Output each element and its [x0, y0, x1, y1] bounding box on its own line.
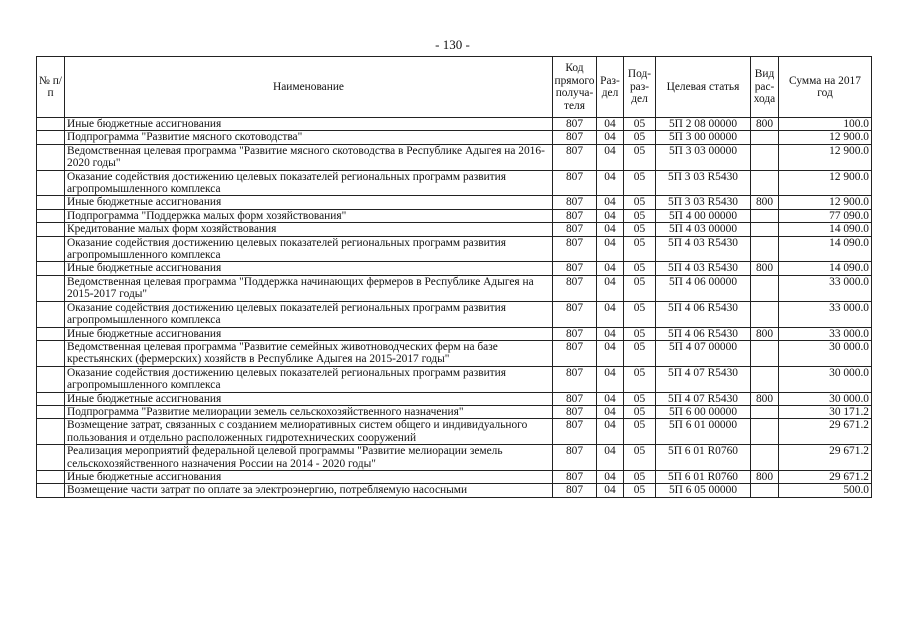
- row-name-cell: Иные бюджетные ассигнования: [65, 327, 553, 340]
- row-code-cell: 807: [553, 275, 597, 301]
- row-amount-cell: 77 090.0: [779, 209, 872, 222]
- row-exp-type-cell: 800: [751, 118, 779, 131]
- row-target-cell: 5П 4 03 00000: [656, 223, 751, 236]
- row-code-cell: 807: [553, 131, 597, 144]
- row-num-cell: [37, 223, 65, 236]
- row-num-cell: [37, 301, 65, 327]
- row-section-cell: 04: [597, 223, 624, 236]
- row-section-cell: 04: [597, 196, 624, 209]
- row-section-cell: 04: [597, 484, 624, 497]
- row-name-cell: Иные бюджетные ассигнования: [65, 118, 553, 131]
- table-row: [37, 340, 872, 366]
- row-target-cell: 5П 4 03 R5430: [656, 236, 751, 262]
- row-amount-cell: 12 900.0: [779, 196, 872, 209]
- row-target-cell: 5П 6 01 R0760: [656, 470, 751, 483]
- row-num-cell: [37, 405, 65, 418]
- row-amount-cell: 14 090.0: [779, 236, 872, 262]
- header-num: № п/п: [37, 57, 65, 118]
- row-amount-cell: 14 090.0: [779, 223, 872, 236]
- row-name-cell: Возмещение затрат, связанных с созданием мелиоративных систем общего и индивидуального пользования и отдельно расположенных гидротехнических сооружений: [65, 419, 553, 445]
- row-section-cell: 04: [597, 327, 624, 340]
- row-code-cell: 807: [553, 144, 597, 170]
- row-exp-type-cell: [751, 419, 779, 445]
- row-subsection-cell: 05: [624, 484, 656, 497]
- row-exp-type-cell: [751, 131, 779, 144]
- row-subsection-cell: 05: [624, 262, 656, 275]
- row-exp-type-cell: [751, 223, 779, 236]
- row-code-cell: 807: [553, 170, 597, 196]
- row-amount-cell: 12 900.0: [779, 144, 872, 170]
- row-section-cell: 04: [597, 392, 624, 405]
- row-code-cell: 807: [553, 340, 597, 366]
- row-amount-cell: 29 671.2: [779, 419, 872, 445]
- row-name-cell: Возмещение части затрат по оплате за электроэнергию, потребляемую насосными: [65, 484, 553, 497]
- row-amount-cell: 12 900.0: [779, 131, 872, 144]
- row-target-cell: 5П 4 07 R5430: [656, 392, 751, 405]
- row-exp-type-cell: [751, 170, 779, 196]
- row-target-cell: 5П 4 06 R5430: [656, 327, 751, 340]
- row-target-cell: 5П 6 00 00000: [656, 405, 751, 418]
- table-row: [37, 470, 872, 483]
- row-target-cell: 5П 6 01 R0760: [656, 445, 751, 471]
- header-exp-type: Вид рас-хода: [751, 57, 779, 118]
- row-name-cell: Ведомственная целевая программа "Развитие семейных животноводческих ферм на базе крестьянских (фермерских) хозяйств в Республике Адыгея на 2015-2017 годы": [65, 340, 553, 366]
- row-num-cell: [37, 209, 65, 222]
- row-subsection-cell: 05: [624, 209, 656, 222]
- row-amount-cell: 30 000.0: [779, 392, 872, 405]
- row-code-cell: 807: [553, 445, 597, 471]
- table-row: [37, 419, 872, 445]
- row-num-cell: [37, 340, 65, 366]
- row-code-cell: 807: [553, 223, 597, 236]
- row-target-cell: 5П 4 03 R5430: [656, 262, 751, 275]
- row-section-cell: 04: [597, 170, 624, 196]
- row-num-cell: [37, 196, 65, 209]
- table-row: [37, 366, 872, 392]
- row-subsection-cell: 05: [624, 223, 656, 236]
- row-num-cell: [37, 170, 65, 196]
- row-amount-cell: 33 000.0: [779, 327, 872, 340]
- row-subsection-cell: 05: [624, 301, 656, 327]
- row-code-cell: 807: [553, 419, 597, 445]
- table-row: [37, 236, 872, 262]
- row-code-cell: 807: [553, 470, 597, 483]
- row-name-cell: Подпрограмма "Поддержка малых форм хозяйствования": [65, 209, 553, 222]
- row-target-cell: 5П 4 07 00000: [656, 340, 751, 366]
- row-exp-type-cell: [751, 275, 779, 301]
- table-row: [37, 327, 872, 340]
- row-subsection-cell: 05: [624, 445, 656, 471]
- row-code-cell: 807: [553, 118, 597, 131]
- row-section-cell: 04: [597, 405, 624, 418]
- table-row: [37, 392, 872, 405]
- row-section-cell: 04: [597, 419, 624, 445]
- row-subsection-cell: 05: [624, 392, 656, 405]
- row-code-cell: 807: [553, 327, 597, 340]
- row-num-cell: [37, 118, 65, 131]
- row-amount-cell: 29 671.2: [779, 470, 872, 483]
- row-section-cell: 04: [597, 445, 624, 471]
- header-section: Раз-дел: [597, 57, 624, 118]
- row-amount-cell: 29 671.2: [779, 445, 872, 471]
- header-code: Код прямого получа-теля: [553, 57, 597, 118]
- row-target-cell: 5П 4 06 R5430: [656, 301, 751, 327]
- row-name-cell: Оказание содействия достижению целевых показателей региональных программ развития агропромышленного комплекса: [65, 236, 553, 262]
- row-subsection-cell: 05: [624, 419, 656, 445]
- header-name: Наименование: [65, 57, 553, 118]
- table-row: [37, 301, 872, 327]
- row-section-cell: 04: [597, 131, 624, 144]
- row-section-cell: 04: [597, 209, 624, 222]
- row-subsection-cell: 05: [624, 236, 656, 262]
- row-target-cell: 5П 2 08 00000: [656, 118, 751, 131]
- row-exp-type-cell: [751, 445, 779, 471]
- table-header-row: [37, 57, 872, 118]
- row-exp-type-cell: 800: [751, 327, 779, 340]
- row-target-cell: 5П 6 01 00000: [656, 419, 751, 445]
- row-section-cell: 04: [597, 275, 624, 301]
- row-exp-type-cell: [751, 484, 779, 497]
- row-num-cell: [37, 144, 65, 170]
- row-target-cell: 5П 4 00 00000: [656, 209, 751, 222]
- table-row: [37, 131, 872, 144]
- row-name-cell: Ведомственная целевая программа "Развитие мясного скотоводства в Республике Адыгея на 2016-2020 годы": [65, 144, 553, 170]
- row-subsection-cell: 05: [624, 170, 656, 196]
- row-num-cell: [37, 366, 65, 392]
- row-num-cell: [37, 275, 65, 301]
- row-amount-cell: 12 900.0: [779, 170, 872, 196]
- row-name-cell: Иные бюджетные ассигнования: [65, 196, 553, 209]
- row-name-cell: Иные бюджетные ассигнования: [65, 262, 553, 275]
- row-target-cell: 5П 4 06 00000: [656, 275, 751, 301]
- row-exp-type-cell: 800: [751, 470, 779, 483]
- row-num-cell: [37, 262, 65, 275]
- row-exp-type-cell: [751, 209, 779, 222]
- row-num-cell: [37, 484, 65, 497]
- row-amount-cell: 500.0: [779, 484, 872, 497]
- table-row: [37, 209, 872, 222]
- row-amount-cell: 30 171.2: [779, 405, 872, 418]
- row-target-cell: 5П 3 03 00000: [656, 144, 751, 170]
- header-amount: Сумма на 2017 год: [779, 57, 872, 118]
- row-code-cell: 807: [553, 405, 597, 418]
- row-num-cell: [37, 445, 65, 471]
- row-subsection-cell: 05: [624, 131, 656, 144]
- table-row: [37, 170, 872, 196]
- row-exp-type-cell: 800: [751, 196, 779, 209]
- table-row: [37, 223, 872, 236]
- row-name-cell: Иные бюджетные ассигнования: [65, 470, 553, 483]
- row-name-cell: Иные бюджетные ассигнования: [65, 392, 553, 405]
- row-subsection-cell: 05: [624, 196, 656, 209]
- row-name-cell: Ведомственная целевая программа "Поддержка начинающих фермеров в Республике Адыгея на 2015-2017 годы": [65, 275, 553, 301]
- table-row: [37, 275, 872, 301]
- header-subsection: Под-раз-дел: [624, 57, 656, 118]
- row-exp-type-cell: [751, 366, 779, 392]
- row-num-cell: [37, 470, 65, 483]
- row-target-cell: 5П 3 00 00000: [656, 131, 751, 144]
- row-section-cell: 04: [597, 236, 624, 262]
- row-amount-cell: 33 000.0: [779, 275, 872, 301]
- table-row: [37, 484, 872, 497]
- header-target: Целевая статья: [656, 57, 751, 118]
- page-number: - 130 -: [435, 37, 470, 52]
- row-exp-type-cell: [751, 236, 779, 262]
- row-num-cell: [37, 236, 65, 262]
- row-subsection-cell: 05: [624, 275, 656, 301]
- row-name-cell: Подпрограмма "Развитие мясного скотоводства": [65, 131, 553, 144]
- row-num-cell: [37, 419, 65, 445]
- row-num-cell: [37, 131, 65, 144]
- table-row: [37, 445, 872, 471]
- row-name-cell: Подпрограмма "Развитие мелиорации земель сельскохозяйственного назначения": [65, 405, 553, 418]
- row-code-cell: 807: [553, 209, 597, 222]
- table-row: [37, 262, 872, 275]
- row-code-cell: 807: [553, 301, 597, 327]
- row-section-cell: 04: [597, 262, 624, 275]
- row-code-cell: 807: [553, 196, 597, 209]
- row-target-cell: 5П 3 03 R5430: [656, 196, 751, 209]
- table-row: [37, 118, 872, 131]
- row-subsection-cell: 05: [624, 327, 656, 340]
- row-target-cell: 5П 6 05 00000: [656, 484, 751, 497]
- row-section-cell: 04: [597, 340, 624, 366]
- row-name-cell: Оказание содействия достижению целевых показателей региональных программ развития агропромышленного комплекса: [65, 301, 553, 327]
- row-exp-type-cell: [751, 144, 779, 170]
- row-code-cell: 807: [553, 392, 597, 405]
- row-amount-cell: 33 000.0: [779, 301, 872, 327]
- row-subsection-cell: 05: [624, 118, 656, 131]
- row-subsection-cell: 05: [624, 144, 656, 170]
- row-exp-type-cell: 800: [751, 392, 779, 405]
- budget-table: [36, 56, 872, 498]
- row-subsection-cell: 05: [624, 366, 656, 392]
- row-num-cell: [37, 392, 65, 405]
- row-exp-type-cell: 800: [751, 262, 779, 275]
- row-name-cell: Оказание содействия достижению целевых показателей региональных программ развития агропромышленного комплекса: [65, 366, 553, 392]
- row-section-cell: 04: [597, 366, 624, 392]
- row-section-cell: 04: [597, 301, 624, 327]
- row-name-cell: Кредитование малых форм хозяйствования: [65, 223, 553, 236]
- row-code-cell: 807: [553, 236, 597, 262]
- row-section-cell: 04: [597, 470, 624, 483]
- row-subsection-cell: 05: [624, 340, 656, 366]
- row-exp-type-cell: [751, 340, 779, 366]
- row-subsection-cell: 05: [624, 470, 656, 483]
- row-target-cell: 5П 4 07 R5430: [656, 366, 751, 392]
- row-exp-type-cell: [751, 405, 779, 418]
- row-code-cell: 807: [553, 484, 597, 497]
- row-amount-cell: 30 000.0: [779, 366, 872, 392]
- row-exp-type-cell: [751, 301, 779, 327]
- row-amount-cell: 30 000.0: [779, 340, 872, 366]
- row-amount-cell: 14 090.0: [779, 262, 872, 275]
- table-row: [37, 405, 872, 418]
- row-subsection-cell: 05: [624, 405, 656, 418]
- table-row: [37, 144, 872, 170]
- row-num-cell: [37, 327, 65, 340]
- row-section-cell: 04: [597, 144, 624, 170]
- row-name-cell: Оказание содействия достижению целевых показателей региональных программ развития агропромышленного комплекса: [65, 170, 553, 196]
- table-body: [37, 118, 872, 498]
- row-name-cell: Реализация мероприятий федеральной целевой программы "Развитие мелиорации земель сельскохозяйственного назначения России на 2014 - 2020 годы": [65, 445, 553, 471]
- row-amount-cell: 100.0: [779, 118, 872, 131]
- row-section-cell: 04: [597, 118, 624, 131]
- row-code-cell: 807: [553, 366, 597, 392]
- row-target-cell: 5П 3 03 R5430: [656, 170, 751, 196]
- row-code-cell: 807: [553, 262, 597, 275]
- table-row: [37, 196, 872, 209]
